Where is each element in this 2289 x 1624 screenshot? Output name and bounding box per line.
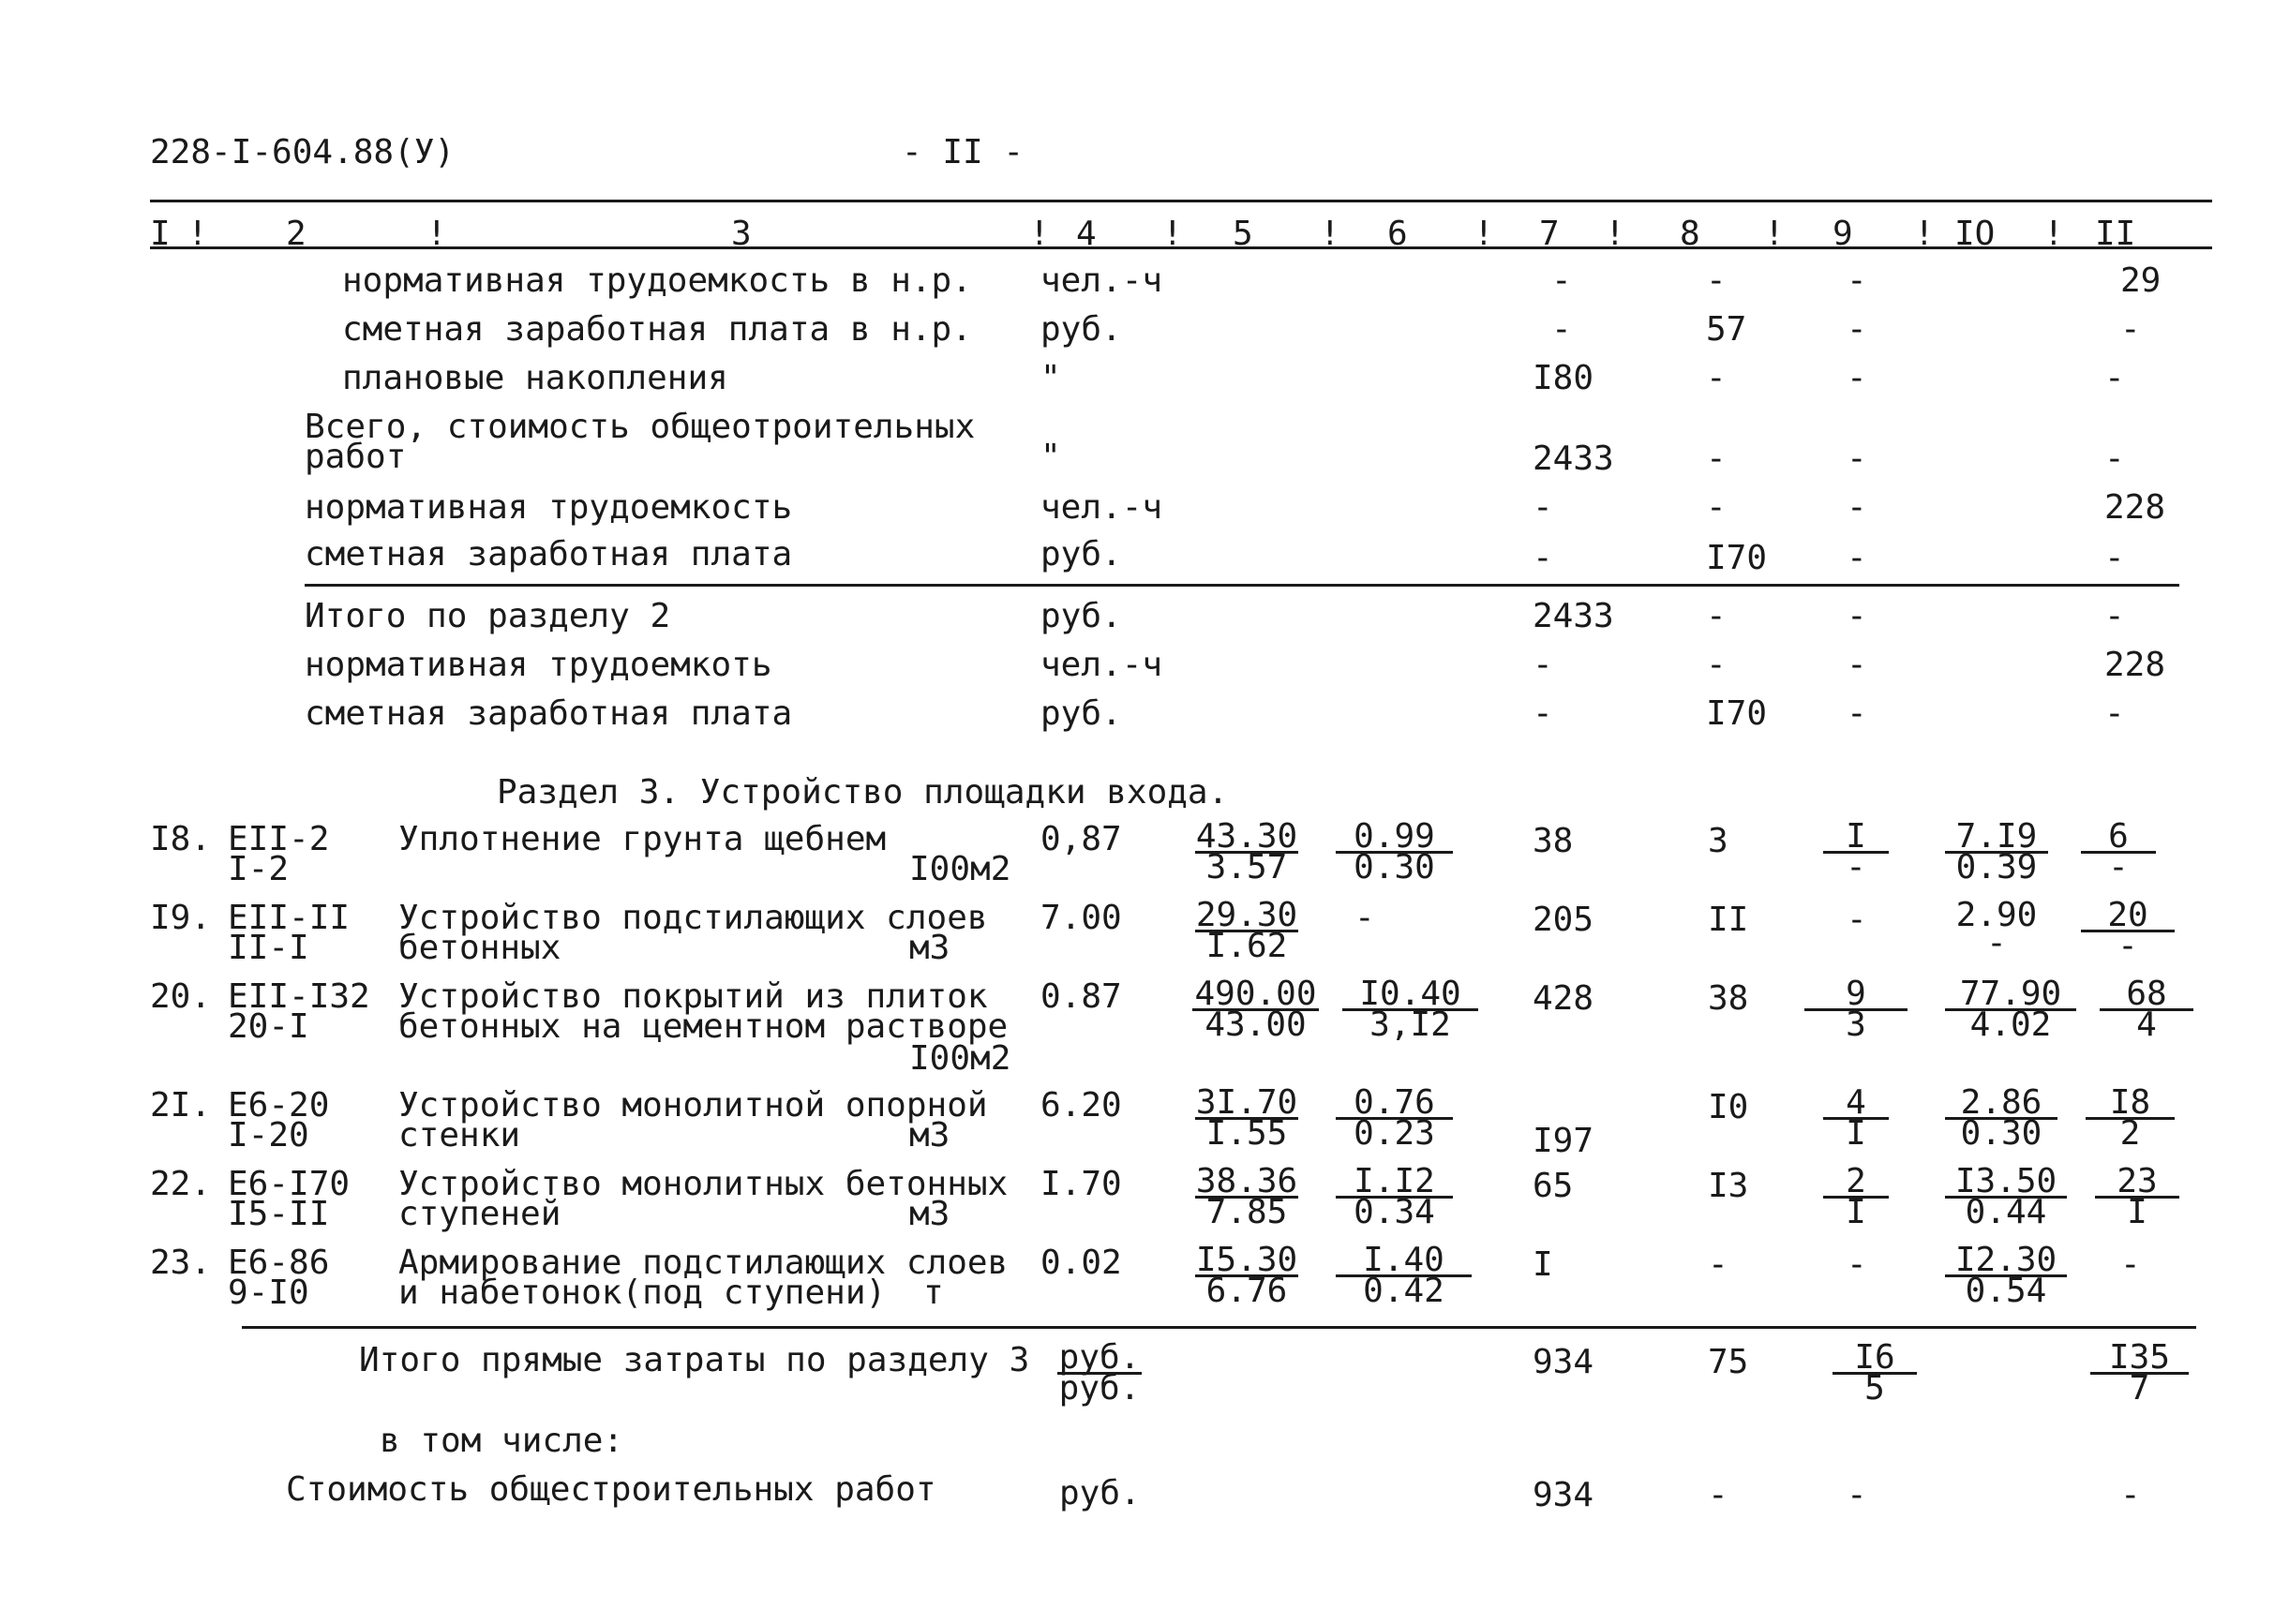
col-separator: !	[1320, 215, 1340, 253]
cell-col9: -	[1847, 440, 1867, 478]
cell-col11: 228	[2104, 488, 2166, 527]
item-quantity: 7.00	[1040, 899, 1122, 937]
cell-col8: -	[1706, 488, 1727, 527]
cell-col5: 38.36 7.85	[1195, 1162, 1298, 1231]
item-unit: м3	[909, 1195, 950, 1233]
item-name: Армирование подстилающих слоев	[398, 1244, 1009, 1282]
col-header-2: 2	[286, 215, 307, 253]
col-separator: !	[426, 215, 447, 253]
cell-col7: -	[1533, 694, 1553, 733]
cell-col9: 9 3	[1804, 980, 1908, 1039]
cell-col9: I6 5	[1833, 1344, 1917, 1403]
section-divider	[242, 1326, 2196, 1329]
cell-col11: -	[2104, 539, 2125, 577]
item-name: Устройство покрытий из плиток	[398, 977, 988, 1016]
cell-col11: -	[2104, 440, 2125, 478]
cell-col10: 77.90 4.02	[1945, 980, 2076, 1039]
header-top-rule	[150, 200, 2212, 202]
cell-col11: 29	[2120, 261, 2162, 300]
col-header-3: 3	[731, 215, 752, 253]
cell-col6: 0.99 0.30	[1336, 823, 1453, 882]
section-divider	[305, 584, 2179, 587]
header-bottom-rule	[150, 246, 2212, 249]
row-name-continued: работ	[305, 438, 407, 476]
item-name: Устройство монолитных бетонных	[398, 1165, 1009, 1203]
cell-col7: I80	[1533, 359, 1594, 397]
cell-col9: 4 I	[1823, 1089, 1889, 1148]
cell-col11: -	[2104, 597, 2125, 635]
cell-col9: -	[1847, 1245, 1867, 1284]
item-quantity: I.70	[1040, 1165, 1122, 1203]
cell-col8: II	[1708, 901, 1749, 939]
cell-col10: 2.90 -	[1955, 896, 2038, 962]
row-name: нормативная трудоемкоть	[305, 646, 772, 684]
cell-col7: 65	[1533, 1167, 1574, 1205]
cell-col8: -	[1706, 440, 1727, 478]
cell-col9: -	[1847, 359, 1867, 397]
item-name: Уплотнение грунта щебнем	[398, 820, 887, 858]
cell-col9: -	[1847, 539, 1867, 577]
cell-col8: I70	[1706, 694, 1768, 733]
col-separator: !	[1764, 215, 1785, 253]
cell-col7: -	[1551, 261, 1572, 300]
section-title: Раздел 3. Устройство площадки входа.	[497, 773, 1229, 812]
row-unit: чел.-ч	[1040, 646, 1163, 684]
cell-col8: 57	[1706, 310, 1747, 349]
col-header-10: IO	[1954, 215, 1996, 253]
cell-col7: 205	[1533, 901, 1594, 939]
cell-col5: 3I.70 I.55	[1195, 1083, 1298, 1153]
cell-col8: -	[1708, 1476, 1728, 1514]
item-code: EII-I32	[228, 977, 370, 1016]
cell-col6: I.40 0.42	[1336, 1246, 1472, 1305]
row-unit: руб.	[1040, 694, 1122, 733]
item-number: 2I.	[150, 1086, 212, 1125]
item-code: EII-2	[228, 820, 330, 858]
cell-col11: I8 2	[2086, 1089, 2175, 1148]
document-code: 228-I-604.88(У)	[150, 133, 456, 171]
col-header-6: 6	[1387, 215, 1408, 253]
col-header-1: I	[150, 215, 171, 253]
item-number: I8.	[150, 820, 212, 858]
item-code-sub: I5-II	[228, 1195, 330, 1233]
cell-col7: -	[1533, 488, 1553, 527]
cell-col11: 20 -	[2081, 901, 2175, 961]
row-unit: "	[1040, 359, 1061, 397]
col-header-7: 7	[1539, 215, 1560, 253]
cell-col9: 2 I	[1823, 1168, 1889, 1227]
row-name: сметная заработная плата	[305, 535, 793, 574]
col-separator: !	[1029, 215, 1050, 253]
item-unit: I00м2	[909, 850, 1011, 888]
item-name-continued: бетонных на цементном растворе	[398, 1007, 1009, 1046]
item-code-sub: 20-I	[228, 1007, 309, 1046]
item-code: E6-I70	[228, 1165, 351, 1203]
including-label: в том числе:	[380, 1422, 624, 1460]
item-quantity: 0.87	[1040, 977, 1122, 1016]
item-code-sub: I-2	[228, 850, 290, 888]
item-code: EII-II	[228, 899, 351, 937]
cell-col6: I0.40 3,I2	[1342, 980, 1478, 1039]
item-number: 20.	[150, 977, 212, 1016]
col-header-11: II	[2095, 215, 2136, 253]
col-separator: !	[1162, 215, 1183, 253]
cell-col7: 934	[1533, 1476, 1594, 1514]
item-code-sub: II-I	[228, 929, 309, 967]
cell-col6: -	[1354, 899, 1375, 937]
cell-col8: -	[1706, 359, 1727, 397]
cell-col9: -	[1847, 261, 1867, 300]
cell-col9: -	[1847, 694, 1867, 733]
cell-col11: -	[2104, 359, 2125, 397]
item-unit: м3	[909, 929, 950, 967]
cell-col8: -	[1706, 261, 1727, 300]
cell-col7: 428	[1533, 979, 1594, 1018]
row-name: Стоимость общестроительных работ	[286, 1470, 936, 1509]
cell-col7: 934	[1533, 1343, 1594, 1381]
cell-col6: 0.76 0.23	[1336, 1089, 1453, 1148]
row-unit: чел.-ч	[1040, 261, 1163, 300]
row-name: Всего, стоимость общеотроительных	[305, 408, 976, 446]
item-unit: I00м2	[909, 1039, 1011, 1078]
row-name: сметная заработная плата	[305, 694, 793, 733]
cell-col10: I3.50 0.44	[1945, 1168, 2067, 1227]
cell-col7: -	[1533, 539, 1553, 577]
cell-col10: I2.30 0.54	[1945, 1246, 2067, 1305]
col-header-4: 4	[1076, 215, 1097, 253]
col-separator: !	[1605, 215, 1625, 253]
item-name-continued: и набетонок(под ступени)	[398, 1274, 887, 1312]
row-unit: чел.-ч	[1040, 488, 1163, 527]
cell-col5: I5.30 6.76	[1195, 1241, 1298, 1310]
cell-col7: -	[1551, 310, 1572, 349]
item-unit: т	[923, 1274, 944, 1312]
cell-col8: I0	[1708, 1088, 1749, 1126]
cell-col11: -	[2120, 1476, 2141, 1514]
cell-col9: -	[1847, 310, 1867, 349]
cell-col8: -	[1706, 646, 1727, 684]
cell-col7: 38	[1533, 822, 1574, 860]
cell-col5: 43.30 3.57	[1195, 817, 1298, 886]
cell-col7: -	[1533, 646, 1553, 684]
cell-col9: I -	[1823, 823, 1889, 882]
item-name: Устройство подстилающих слоев	[398, 899, 988, 937]
row-name: нормативная трудоемкость	[305, 488, 793, 527]
cell-col7: 2433	[1533, 440, 1614, 478]
item-name-continued: ступеней	[398, 1195, 561, 1233]
item-name: Устройство монолитной опорной	[398, 1086, 988, 1125]
cell-col11: -	[2120, 310, 2141, 349]
cell-col9: -	[1847, 901, 1867, 939]
item-code-sub: 9-I0	[228, 1274, 309, 1312]
cell-col7: 2433	[1533, 597, 1614, 635]
cell-col8: 75	[1708, 1343, 1749, 1381]
cell-col9: -	[1847, 488, 1867, 527]
cell-col11: I35 7	[2090, 1344, 2189, 1403]
item-quantity: 6.20	[1040, 1086, 1122, 1125]
cell-col11: 23 I	[2095, 1168, 2179, 1227]
row-name: нормативная трудоемкость в н.р.	[342, 261, 972, 300]
col-header-9: 9	[1833, 215, 1853, 253]
cell-col11: -	[2104, 694, 2125, 733]
cell-col8: -	[1706, 597, 1727, 635]
row-unit: руб.	[1059, 1474, 1141, 1512]
row-unit: руб.	[1040, 310, 1122, 349]
page-number: - II -	[902, 133, 1025, 171]
cell-col7: I	[1533, 1245, 1553, 1284]
row-name: Итого прямые затраты по разделу 3	[359, 1341, 1030, 1379]
item-name-continued: стенки	[398, 1116, 521, 1155]
cell-col10: 7.I9 0.39	[1945, 823, 2048, 882]
cell-col9: -	[1847, 1476, 1867, 1514]
cell-col6: I.I2 0.34	[1336, 1168, 1453, 1227]
row-name: сметная заработная плата в н.р.	[342, 310, 972, 349]
col-separator: !	[187, 215, 208, 253]
col-separator: !	[1914, 215, 1935, 253]
item-quantity: 0,87	[1040, 820, 1122, 858]
row-unit: руб.	[1040, 535, 1122, 574]
cell-col11: -	[2120, 1245, 2141, 1284]
cell-col11: 228	[2104, 646, 2166, 684]
cell-col11: 6 -	[2081, 823, 2156, 882]
cell-col8: I70	[1706, 539, 1768, 577]
item-number: 22.	[150, 1165, 212, 1203]
cell-col7: I97	[1533, 1122, 1594, 1160]
cell-col5: 29.30 I.62	[1195, 896, 1298, 965]
cell-col5: 490.00 43.00	[1192, 980, 1319, 1039]
item-quantity: 0.02	[1040, 1244, 1122, 1282]
col-header-5: 5	[1233, 215, 1253, 253]
item-code: E6-86	[228, 1244, 330, 1282]
col-header-8: 8	[1680, 215, 1700, 253]
item-number: 23.	[150, 1244, 212, 1282]
col-separator: !	[2043, 215, 2064, 253]
item-name-continued: бетонных	[398, 929, 561, 967]
cell-col10: 2.86 0.30	[1945, 1089, 2057, 1148]
item-code: E6-20	[228, 1086, 330, 1125]
item-number: I9.	[150, 899, 212, 937]
cell-col11: 68 4	[2100, 980, 2193, 1039]
row-name: плановые накопления	[342, 359, 728, 397]
row-unit: "	[1040, 438, 1061, 476]
row-name: Итого по разделу 2	[305, 597, 671, 635]
row-unit: руб. руб.	[1058, 1338, 1141, 1408]
cell-col8: -	[1708, 1245, 1728, 1284]
item-unit: м3	[909, 1116, 950, 1155]
cell-col8: I3	[1708, 1167, 1749, 1205]
cell-col9: -	[1847, 597, 1867, 635]
cell-col8: 38	[1708, 979, 1749, 1018]
item-code-sub: I-20	[228, 1116, 309, 1155]
cell-col9: -	[1847, 646, 1867, 684]
cell-col8: 3	[1708, 822, 1728, 860]
col-separator: !	[1474, 215, 1494, 253]
row-unit: руб.	[1040, 597, 1122, 635]
